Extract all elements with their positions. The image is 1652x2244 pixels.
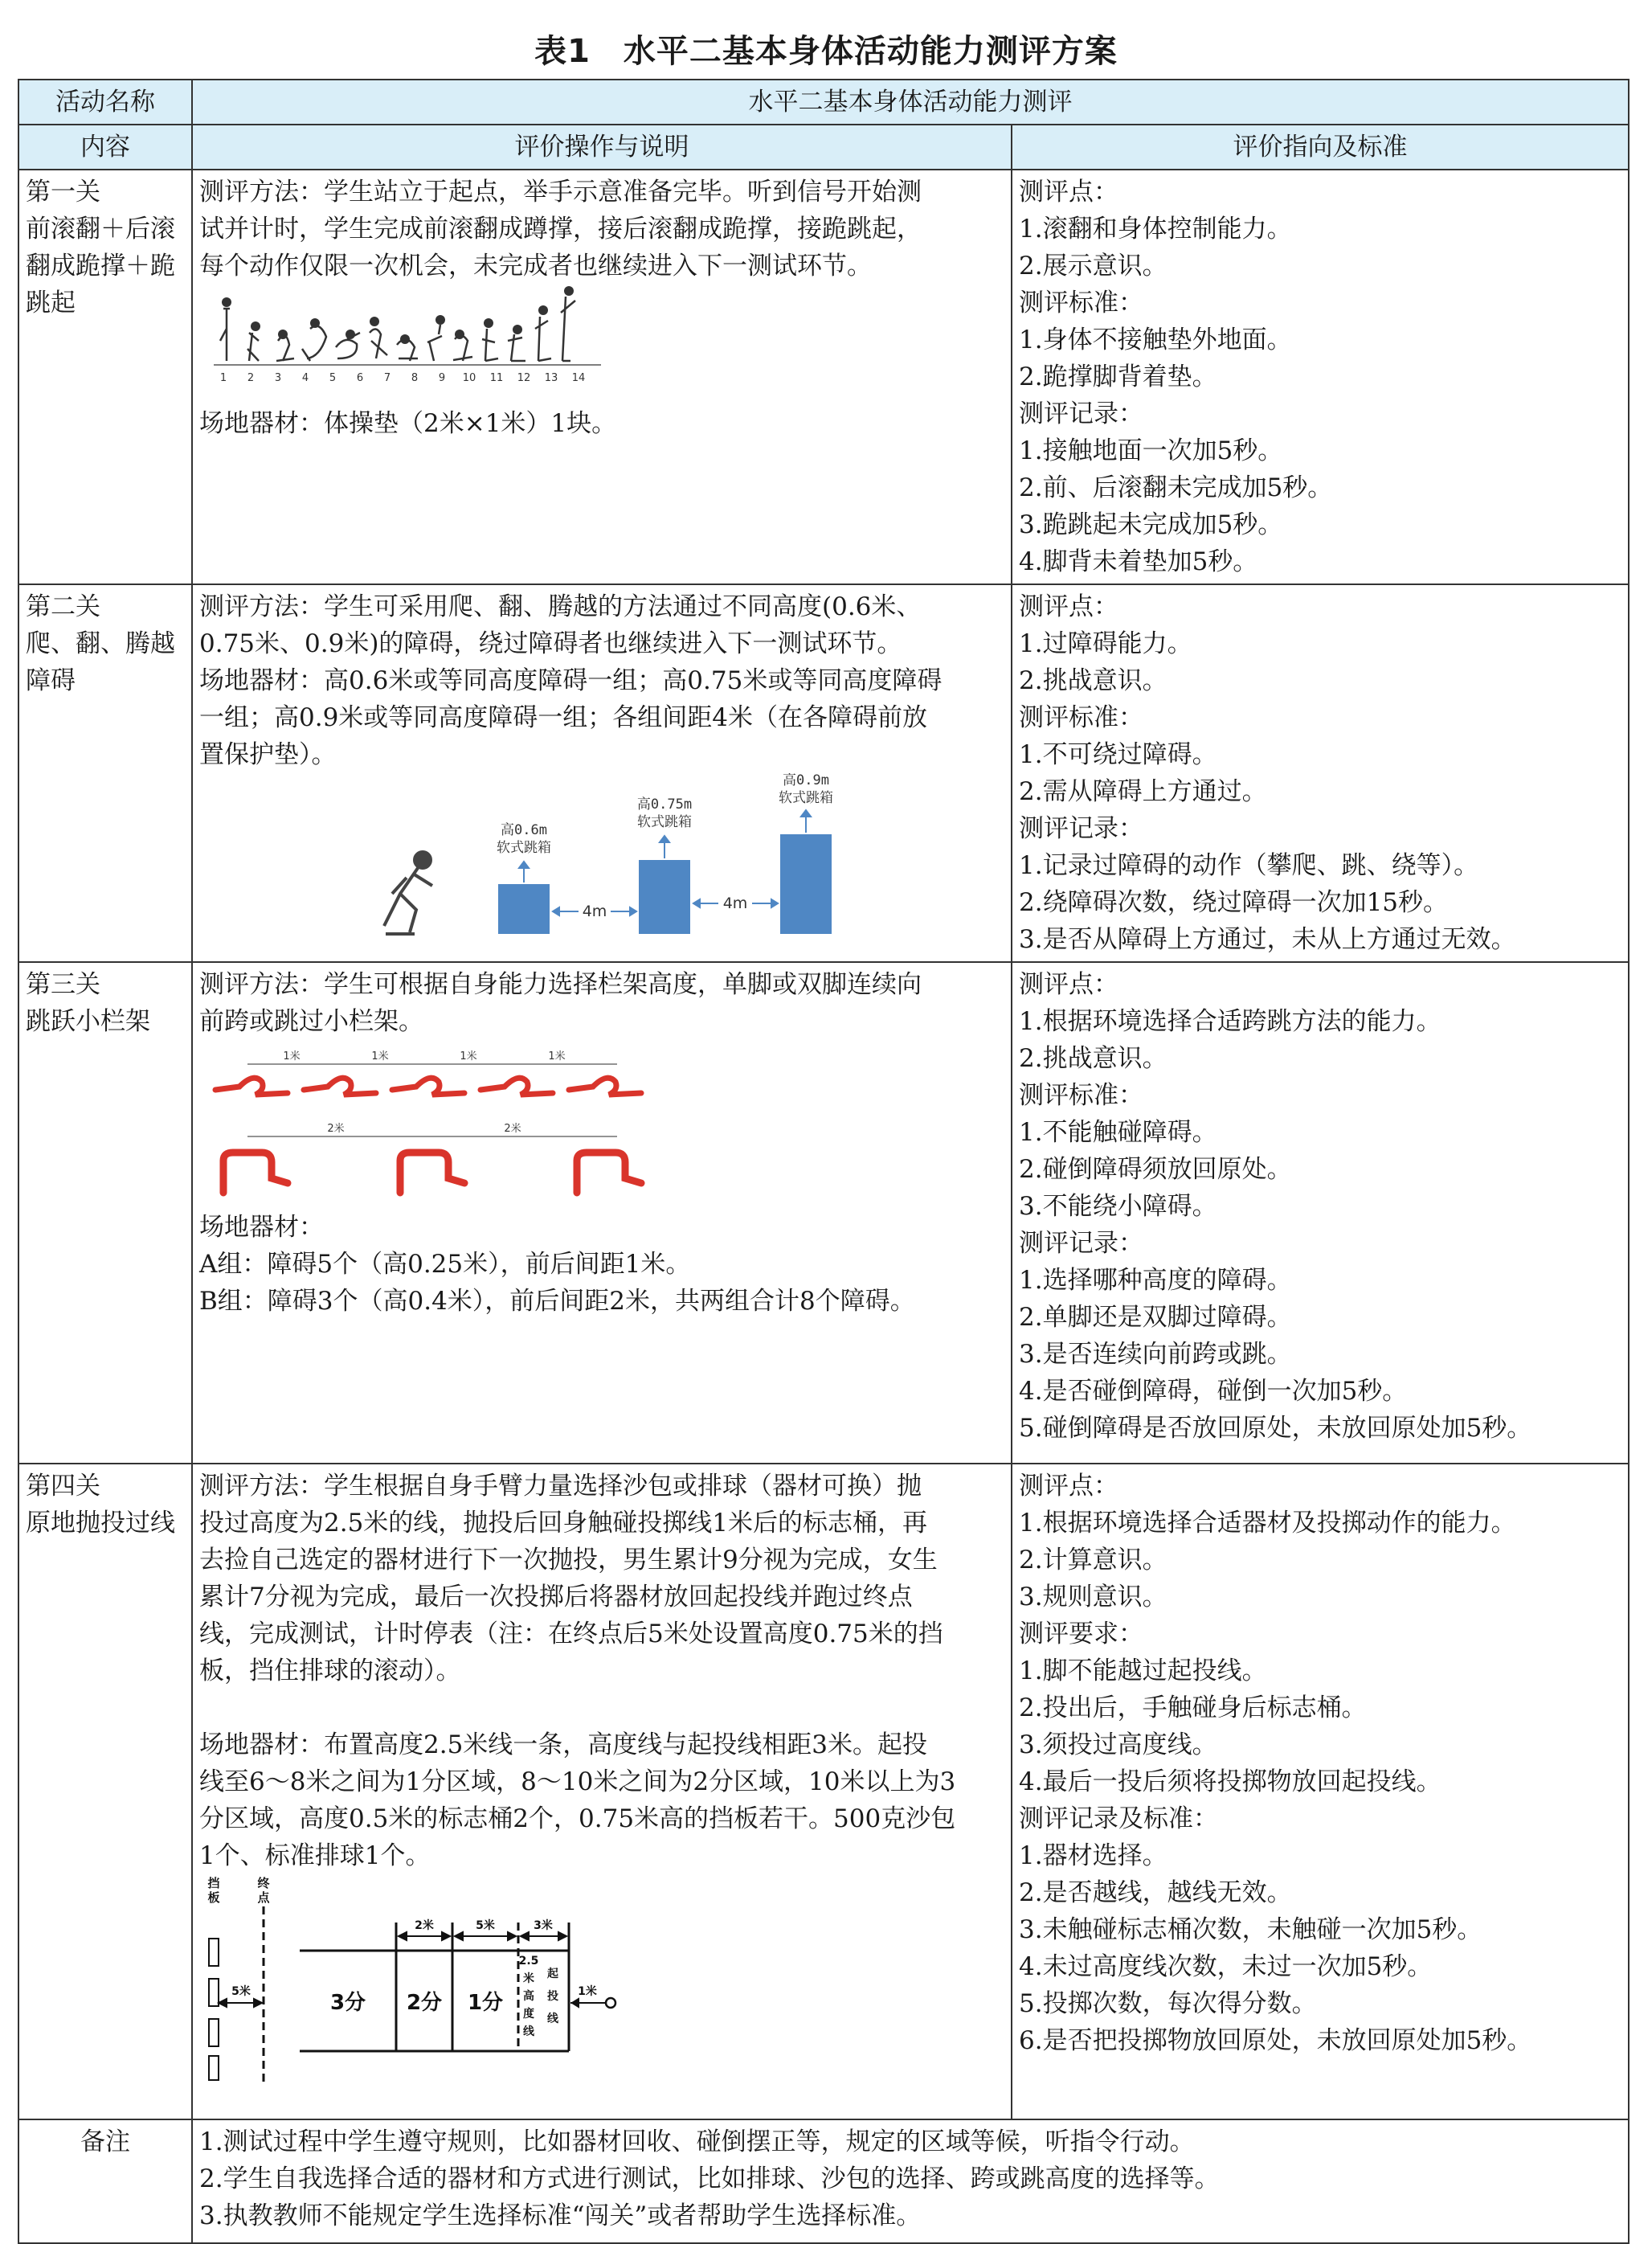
stage-method-2 — [192, 584, 1012, 962]
equipment-line: 场地器材：体操垫（2米×1米）1块。 — [199, 409, 617, 438]
criteria-line: 测评点： — [1019, 1472, 1118, 1501]
criteria-line: 1.不可绕过障碍。 — [1019, 740, 1217, 769]
criteria-line: 2.是否越线，越线无效。 — [1019, 1878, 1292, 1907]
method-line: 测评方法：学生可采用爬、翻、腾越的方法通过不同高度(0.6米、 — [199, 592, 922, 621]
equipment-line: 场地器材： — [199, 1213, 324, 1242]
stage-row-2 — [18, 584, 1629, 962]
height-line-label: 米 — [523, 1972, 534, 1985]
criteria-line: 测评标准： — [1019, 1081, 1143, 1110]
notes-content — [192, 2119, 1629, 2243]
figure-pose-6 — [370, 329, 387, 358]
stage-name-line: 第二关 — [26, 592, 100, 621]
end-label: 终 — [257, 1876, 270, 1890]
figure-pose-10 — [482, 329, 498, 361]
criteria-line: 2.挑战意识。 — [1019, 1044, 1167, 1073]
height-line-label: 高 — [523, 1990, 534, 2003]
criteria-line: 2.单脚还是双脚过障碍。 — [1019, 1303, 1292, 1332]
criteria-line: 5.投掷次数，每次得分数。 — [1019, 1989, 1317, 2018]
method-line: 分区域，高度0.5米的标志桶2个，0.75米高的挡板若干。500克沙包 — [199, 1804, 956, 1833]
criteria-line: 1.过障碍能力。 — [1019, 629, 1192, 658]
criteria-line: 1.身体不接触垫外地面。 — [1019, 326, 1292, 354]
step-number: 8 — [411, 372, 419, 384]
equipment-line: B组：障碍3个（高0.4米），前后间距2米，共两组合计8个障碍。 — [199, 1287, 915, 1316]
notes-row — [18, 2119, 1629, 2243]
height-line-label: 度 — [523, 2008, 534, 2021]
stage-method-4 — [192, 1464, 1012, 2119]
step-number: 7 — [383, 372, 391, 384]
criteria-line: 2.跪撑脚背着垫。 — [1019, 362, 1217, 391]
method-line: 去捡自己选定的器材进行下一次抛投，男生累计9分视为完成，女生 — [199, 1546, 938, 1574]
criteria-line: 测评记录： — [1019, 814, 1143, 843]
step-number: 10 — [462, 372, 476, 384]
gap-label-a2: 1米 — [371, 1050, 389, 1063]
start-line-label: 线 — [547, 2013, 558, 2025]
gap-label-b2: 2米 — [504, 1123, 521, 1135]
gap-label-a1: 1米 — [283, 1050, 301, 1063]
gap-label-b1: 2米 — [327, 1123, 345, 1135]
criteria-line: 1.脚不能越过起投线。 — [1019, 1656, 1267, 1685]
height-line-label: 2.5 — [518, 1955, 539, 1968]
method-line — [199, 1689, 1004, 1726]
stage-criteria-3 — [1012, 962, 1629, 1464]
end-label: 点 — [257, 1890, 270, 1905]
gap-label-1: 4m — [582, 903, 607, 920]
method-line: 板，挡住排球的滚动）。 — [199, 1656, 461, 1685]
method-line: 前跨或跳过小栏架。 — [199, 1007, 423, 1036]
criteria-line: 3.跪跳起未完成加5秒。 — [1019, 510, 1283, 539]
figure-pose-11 — [508, 334, 525, 361]
tall-hurdle — [223, 1153, 288, 1193]
criteria-line: 测评记录： — [1019, 1229, 1143, 1258]
stage-name-line: 翻成跪撑＋跪 — [26, 252, 175, 280]
small-hurdle — [480, 1078, 553, 1095]
stage-name-line: 第四关 — [26, 1472, 100, 1501]
stage-criteria-4 — [1012, 1464, 1629, 2119]
box-2-label-height: 高0.75m — [636, 796, 693, 813]
stage-name-2 — [18, 584, 192, 962]
method-line: 测评方法：学生站立于起点，举手示意准备完毕。听到信号开始测 — [199, 178, 922, 207]
criteria-line: 2.前、后滚翻未完成加5秒。 — [1019, 473, 1333, 502]
step-number: 9 — [438, 372, 446, 384]
stage-name-line: 前滚翻＋后滚 — [26, 215, 175, 244]
stage-name-4 — [18, 1464, 192, 2119]
start-line-label: 起 — [547, 1968, 558, 1980]
equipment-line: A组：障碍5个（高0.25米），前后间距1米。 — [199, 1250, 691, 1279]
criteria-line: 1.器材选择。 — [1019, 1841, 1167, 1870]
method-line: 一组；高0.9米或等同高度障碍一组；各组间距4米（在各障碍前放 — [199, 703, 928, 732]
step-number: 6 — [356, 372, 364, 384]
criteria-line: 测评要求： — [1019, 1620, 1143, 1648]
step-number: 11 — [489, 372, 504, 384]
baffle-label: 板 — [207, 1890, 220, 1905]
dim-5m-left: 5米 — [231, 1985, 251, 1998]
stage-name-line: 第一关 — [26, 178, 100, 207]
criteria-line: 测评点： — [1019, 178, 1118, 207]
stage-name-3 — [18, 962, 192, 1464]
criteria-line: 6.是否把投掷物放回原处，未放回原处加5秒。 — [1019, 2026, 1532, 2055]
small-hurdle — [304, 1078, 376, 1095]
figure-pose-12 — [535, 317, 551, 361]
criteria-line: 2.投出后，手触碰身后标志桶。 — [1019, 1693, 1367, 1722]
header-content: 内容 — [18, 125, 192, 170]
dim-2m: 2米 — [415, 1919, 434, 1932]
gap-label-a3: 1米 — [460, 1050, 477, 1063]
method-line: 测评方法：学生可根据自身能力选择栏架高度，单脚或双脚连续向 — [199, 970, 922, 999]
stage-name-line: 第三关 — [26, 970, 100, 999]
step-number: 13 — [544, 372, 558, 384]
criteria-line: 1.记录过障碍的动作（攀爬、跳、绕等）。 — [1019, 851, 1479, 880]
figure-pose-13 — [561, 297, 575, 361]
method-line: 测评方法：学生根据自身手臂力量选择沙包或排球（器材可换）抛 — [199, 1472, 922, 1501]
method-line: 场地器材：高0.6米或等同高度障碍一组；高0.75米或等同高度障碍 — [199, 666, 943, 695]
box-3-label-type: 软式跳箱 — [779, 790, 833, 806]
criteria-line: 2.绕障碍次数，绕过障碍一次加15秒。 — [1019, 888, 1449, 917]
criteria-line: 1.不能触碰障碍。 — [1019, 1118, 1217, 1147]
criteria-line: 4.脚背未着垫加5秒。 — [1019, 547, 1258, 576]
method-line: 0.75米、0.9米)的障碍，绕过障碍者也继续进入下一测试环节。 — [199, 629, 902, 658]
throw-field-figure — [199, 1874, 697, 2087]
criteria-line: 4.最后一投后须将投掷物放回起投线。 — [1019, 1767, 1441, 1796]
stage-name-line: 原地抛投过线 — [26, 1509, 175, 1538]
zone-2-points: 2分 — [406, 1991, 443, 2015]
small-hurdle — [569, 1078, 641, 1095]
criteria-line: 5.碰倒障碍是否放回原处，未放回原处加5秒。 — [1019, 1414, 1532, 1443]
stage-name-line: 爬、翻、腾越 — [26, 629, 175, 658]
criteria-line: 测评记录及标准： — [1019, 1804, 1218, 1833]
method-line: 线，完成测试，计时停表（注：在终点后5米处设置高度0.75米的挡 — [199, 1620, 943, 1648]
step-number: 1 — [219, 372, 227, 384]
method-line: 线至6～8米之间为1分区域，8～10米之间为2分区域，10米以上为3 — [199, 1767, 956, 1796]
stage-criteria-2 — [1012, 584, 1629, 962]
stage-criteria-1 — [1012, 170, 1629, 584]
criteria-line: 1.根据环境选择合适跨跳方法的能力。 — [1019, 1007, 1441, 1036]
step-number: 5 — [329, 372, 337, 384]
obstacle-box-2 — [639, 860, 690, 934]
small-hurdle — [215, 1078, 288, 1095]
start-line-label: 投 — [547, 1990, 558, 2003]
method-line: 场地器材：布置高度2.5米线一条，高度线与起投线相距3米。起投 — [199, 1730, 928, 1759]
method-line: 投过高度为2.5米的线，抛投后回身触碰投掷线1米后的标志桶，再 — [199, 1509, 928, 1538]
header-activity-name: 活动名称 — [18, 80, 192, 125]
criteria-line: 2.计算意识。 — [1019, 1546, 1167, 1574]
obstacle-figure — [199, 773, 1003, 942]
box-1-label-type: 软式跳箱 — [497, 840, 551, 856]
note-line: 2.学生自我选择合适的器材和方式进行测试，比如排球、沙包的选择、跨或跳高度的选择等。 — [199, 2164, 1220, 2193]
runner-figure — [384, 852, 432, 934]
dim-5m-top: 5米 — [476, 1919, 495, 1932]
stage-name-line: 跳起 — [26, 289, 76, 317]
figure-pose-8 — [427, 325, 442, 361]
box-2-label-type: 软式跳箱 — [637, 814, 692, 830]
stage-row-4 — [18, 1464, 1629, 2119]
criteria-line: 3.是否从障碍上方通过，未从上方通过无效。 — [1019, 925, 1516, 954]
criteria-line: 2.展示意识。 — [1019, 252, 1167, 280]
method-line: 试并计时，学生完成前滚翻成蹲撑，接后滚翻成跪撑，接跪跳起， — [199, 215, 922, 244]
figure-pose-3 — [276, 336, 294, 361]
criteria-line: 测评记录： — [1019, 399, 1143, 428]
criteria-line: 1.根据环境选择合适器材及投掷动作的能力。 — [1019, 1509, 1516, 1538]
criteria-line: 3.不能绕小障碍。 — [1019, 1192, 1217, 1221]
marker-cone-icon — [606, 1998, 615, 2008]
header-activity-title: 水平二基本身体活动能力测评 — [192, 80, 1629, 125]
criteria-line: 4.未过高度线次数，未过一次加5秒。 — [1019, 1952, 1433, 1981]
header-row-2 — [18, 125, 1629, 170]
criteria-line: 3.未触碰标志桶次数，未触碰一次加5秒。 — [1019, 1915, 1482, 1944]
figure-pose-4 — [302, 326, 326, 361]
stage-method-3 — [192, 962, 1012, 1464]
criteria-line: 测评标准： — [1019, 703, 1143, 732]
small-hurdle — [392, 1078, 464, 1095]
stage-name-line: 障碍 — [26, 666, 76, 695]
criteria-line: 2.需从障碍上方通过。 — [1019, 777, 1267, 806]
dim-1m: 1米 — [578, 1985, 597, 1998]
stage-row-1 — [18, 170, 1629, 584]
figure-pose-1 — [220, 309, 230, 361]
baffle-label: 挡 — [207, 1876, 220, 1890]
figure-pose-9 — [453, 335, 472, 361]
obstacle-box-3 — [780, 834, 832, 934]
note-line: 3.执教教师不能规定学生选择标准“闯关”或者帮助学生选择标准。 — [199, 2201, 922, 2230]
criteria-line: 测评标准： — [1019, 289, 1143, 317]
stage-name-1 — [18, 170, 192, 584]
step-number: 3 — [274, 372, 282, 384]
method-line: 每个动作仅限一次机会，未完成者也继续进入下一测试环节。 — [199, 252, 872, 280]
method-line: 1个、标准排球1个。 — [199, 1841, 431, 1870]
criteria-line: 4.是否碰倒障碍，碰倒一次加5秒。 — [1019, 1377, 1408, 1406]
header-row-1 — [18, 80, 1629, 125]
header-operation: 评价操作与说明 — [192, 125, 1012, 170]
obstacle-box-1 — [498, 884, 550, 934]
box-1-label-height: 高0.6m — [501, 822, 547, 838]
tall-hurdle — [577, 1153, 641, 1193]
assessment-table — [18, 79, 1630, 2244]
stage-name-line: 跳跃小栏架 — [26, 1007, 150, 1036]
gap-label-2: 4m — [722, 895, 748, 912]
stage-row-3 — [18, 962, 1629, 1464]
zone-3-points: 3分 — [329, 1991, 366, 2015]
criteria-line: 1.滚翻和身体控制能力。 — [1019, 215, 1292, 244]
step-number: 12 — [517, 372, 531, 384]
criteria-line: 3.规则意识。 — [1019, 1583, 1167, 1611]
criteria-line: 1.接触地面一次加5秒。 — [1019, 436, 1283, 465]
gap-label-a4: 1米 — [548, 1050, 566, 1063]
height-line-label: 线 — [523, 2025, 534, 2038]
dim-3m: 3米 — [534, 1919, 553, 1932]
header-criteria: 评价指向及标准 — [1012, 125, 1629, 170]
roll-sequence-figure — [199, 285, 649, 405]
table-title: 表1 水平二基本身体活动能力测评方案 — [534, 33, 1118, 70]
criteria-line: 3.是否连续向前跨或跳。 — [1019, 1340, 1292, 1369]
criteria-line: 1.选择哪种高度的障碍。 — [1019, 1266, 1292, 1295]
criteria-line: 2.碰倒障碍须放回原处。 — [1019, 1155, 1292, 1184]
notes-label: 备注 — [18, 2119, 192, 2243]
note-line: 1.测试过程中学生遵守规则，比如器材回收、碰倒摆正等，规定的区域等候，听指令行动。 — [199, 2127, 1195, 2156]
zone-1-points: 1分 — [467, 1991, 504, 2015]
method-line: 置保护垫）。 — [199, 740, 337, 769]
method-line: 累计7分视为完成，最后一次投掷后将器材放回起投线并跑过终点 — [199, 1583, 913, 1611]
criteria-line: 3.须投过高度线。 — [1019, 1730, 1217, 1759]
criteria-line: 2.挑战意识。 — [1019, 666, 1167, 695]
criteria-line: 测评点： — [1019, 592, 1118, 621]
step-number: 14 — [571, 372, 586, 384]
step-number: 4 — [301, 372, 309, 384]
tall-hurdle — [400, 1153, 464, 1193]
criteria-line: 测评点： — [1019, 970, 1118, 999]
box-3-label-height: 高0.9m — [783, 773, 829, 788]
figure-pose-2 — [247, 333, 259, 361]
hurdle-figure — [199, 1040, 681, 1209]
step-number: 2 — [247, 372, 255, 384]
stage-method-1 — [192, 170, 1012, 584]
